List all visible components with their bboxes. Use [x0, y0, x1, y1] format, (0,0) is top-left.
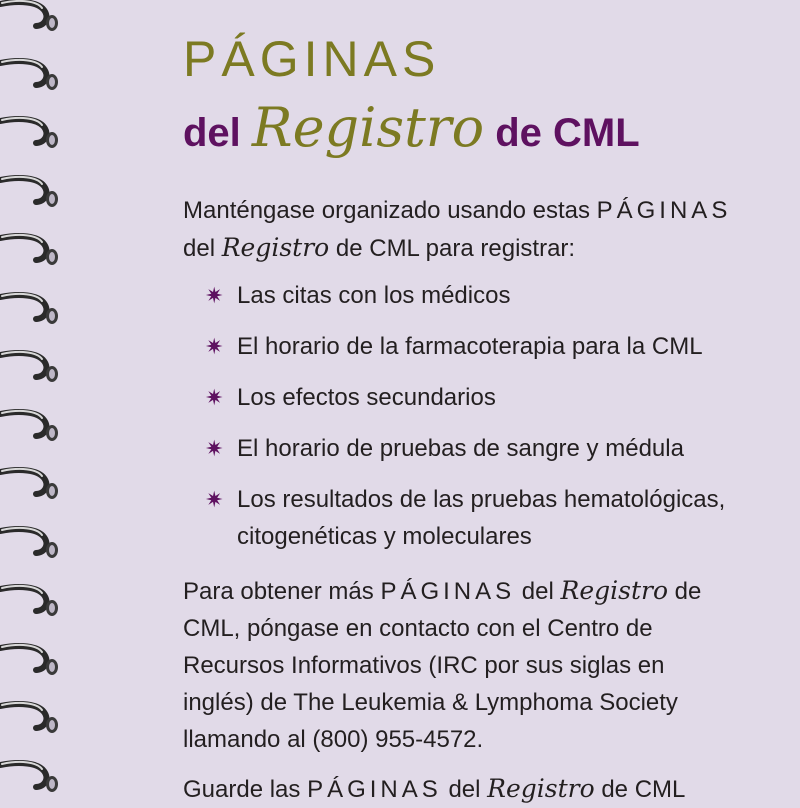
- spiral-ring-icon: [0, 464, 62, 504]
- list-item-text: Los efectos secundarios: [237, 384, 496, 411]
- spiral-ring-icon: [0, 0, 62, 36]
- asterisk-icon: ✷: [205, 283, 224, 308]
- spiral-binding: [0, 0, 70, 800]
- spiral-ring-icon: [0, 581, 62, 621]
- spiral-ring-icon: [0, 406, 62, 446]
- closing-paginas: PÁGINAS: [307, 776, 442, 803]
- spiral-ring-icon: [0, 698, 62, 738]
- closing-text-2: del: [441, 776, 488, 803]
- list-item-text: Las citas con los médicos: [237, 282, 511, 309]
- spiral-ring-icon: [0, 289, 62, 329]
- spiral-ring-icon: [0, 113, 62, 153]
- intro-text-3: de CML para registrar:: [329, 235, 576, 262]
- list-item-text: El horario de pruebas de sangre y médula: [237, 435, 684, 462]
- list-item: [205, 430, 765, 467]
- contact-text-2: del: [515, 578, 561, 605]
- title-registro: Registro: [251, 96, 485, 159]
- list-item-text: Los resultados de las pruebas hematológicas,: [237, 486, 726, 513]
- asterisk-icon: ✷: [205, 436, 224, 461]
- list-item: [205, 481, 765, 555]
- contact-line-5: llamando al (800) 955-4572.: [183, 726, 484, 753]
- contact-paragraph: [183, 572, 783, 758]
- spiral-ring-icon: [0, 757, 62, 797]
- intro-paragraph: [183, 192, 783, 267]
- contact-registro: Registro: [560, 576, 669, 605]
- spiral-ring-icon: [0, 55, 62, 95]
- contact-text-3: de: [668, 578, 702, 605]
- title-paginas: PÁGINAS: [183, 31, 441, 87]
- list-item: [205, 328, 765, 365]
- spiral-ring-icon: [0, 347, 62, 387]
- intro-registro: Registro: [221, 233, 330, 262]
- contact-line-3: Recursos Informativos (IRC por sus siglas en: [183, 652, 665, 679]
- spiral-ring-icon: [0, 172, 62, 212]
- closing-registro: Registro: [487, 774, 595, 803]
- intro-text-2: del: [183, 235, 222, 262]
- closing-text: Guarde las: [183, 776, 308, 803]
- asterisk-icon: ✷: [205, 487, 224, 512]
- spiral-ring-icon: [0, 640, 62, 680]
- asterisk-icon: ✷: [205, 385, 224, 410]
- closing-paragraph: [183, 770, 783, 808]
- contact-line-2: CML, póngase en contacto con el Centro de: [183, 615, 653, 642]
- contact-text: Para obtener más: [183, 578, 381, 605]
- contact-paginas: PÁGINAS: [380, 578, 516, 605]
- list-item: [205, 379, 765, 416]
- list-item-text: El horario de la farmacoterapia para la CML: [237, 333, 703, 360]
- title-de-cml: de CML: [495, 111, 640, 155]
- intro-text: Manténgase organizado usando estas: [183, 197, 597, 224]
- spiral-ring-icon: [0, 230, 62, 270]
- title-line: [183, 96, 640, 159]
- asterisk-icon: ✷: [205, 334, 224, 359]
- title-del: del: [183, 111, 241, 155]
- intro-paginas: PÁGINAS: [596, 197, 732, 224]
- list-item-text-cont: citogenéticas y moleculares: [237, 523, 532, 550]
- spiral-ring-icon: [0, 523, 62, 563]
- list-item: [205, 277, 765, 314]
- contact-line-4: inglés) de The Leukemia & Lymphoma Society: [183, 689, 678, 716]
- bullet-list: [205, 277, 765, 569]
- closing-text-3: de CML: [594, 776, 686, 803]
